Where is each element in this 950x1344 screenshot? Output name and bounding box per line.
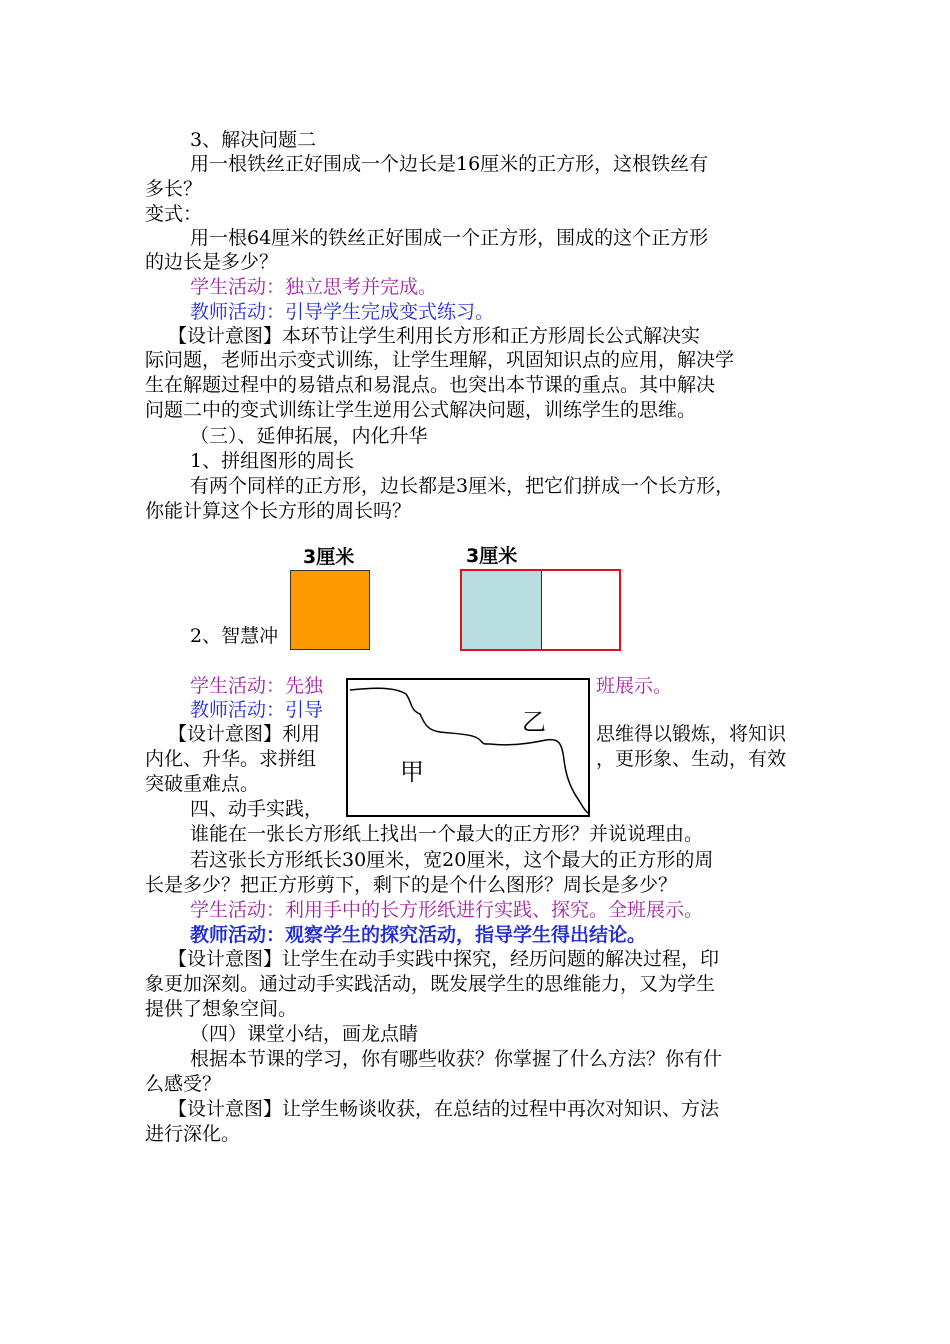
text-line: 2、智慧冲 [190,625,279,647]
text-line: 长是多少？把正方形剪下，剩下的是个什么图形？周长是多少？ [145,874,678,896]
text-line: 有两个同样的正方形，边长都是3厘米，把它们拼成一个长方形， [190,475,735,497]
combined-rectangle [460,569,621,651]
text-line: 四、动手实践， [190,798,324,820]
text-line: 根据本节课的学习，你有哪些收获？你掌握了什么方法？你有什 [190,1048,723,1070]
text-line: 进行深化。 [145,1123,241,1145]
text-line: 【设计意图】让学生畅谈收获，在总结的过程中再次对知识、方法 [168,1098,720,1120]
text-line: 学生活动：利用手中的长方形纸进行实践、探究。全班展示。 [190,899,704,921]
text-line: 的边长是多少？ [145,251,279,273]
text-line: 变式： [145,203,203,225]
region-a-label: 甲 [400,758,424,786]
text-line: 用一根铁丝正好围成一个边长是16厘米的正方形，这根铁丝有 [190,153,709,175]
divided-paper-figure [346,678,590,817]
rectangle-left-square [462,571,542,649]
text-line: （四）课堂小结，画龙点睛 [190,1023,419,1045]
text-line: 学生活动：独立思考并完成。 [190,276,438,298]
text-line: 么感受？ [145,1073,222,1095]
text-line: 生在解题过程中的易错点和易混点。也突出本节课的重点。其中解决 [145,374,716,396]
square-side-label: 3厘米 [303,546,355,568]
text-line: 【设计意图】本环节让学生利用长方形和正方形周长公式解决实 [168,325,701,347]
region-b-label: 乙 [522,708,546,736]
text-line: 教师活动：引导 [190,699,324,721]
text-line: 1、拼组图形的周长 [190,450,355,472]
text-line: 教师活动：观察学生的探究活动，指导学生得出结论。 [190,924,647,946]
text-line: 突破重难点。 [145,773,260,795]
text-line: 谁能在一张长方形纸上找出一个最大的正方形？并说说理由。 [190,823,704,845]
text-line: 问题二中的变式训练让学生逆用公式解决问题，训练学生的思维。 [145,399,697,421]
text-line: 多长？ [145,178,203,200]
text-line: 你能计算这个长方形的周长吗？ [145,500,412,522]
text-line: 若这张长方形纸长30厘米，宽20厘米，这个最大的正方形的周 [190,849,714,871]
text-line: 学生活动：先独 [190,675,324,697]
text-line: 班展示。 [596,675,673,697]
text-line: 际问题，老师出示变式训练，让学生理解，巩固知识点的应用，解决学 [145,349,735,371]
text-line: 象更加深刻。通过动手实践活动，既发展学生的思维能力，又为学生 [145,973,716,995]
text-line: 【设计意图】利用 [168,723,321,745]
text-line: 【设计意图】让学生在动手实践中探究，经历问题的解决过程，印 [168,948,720,970]
orange-square [290,570,370,650]
text-line: 内化、升华。求拼组 [145,748,317,770]
text-line: （三）、延伸拓展，内化升华 [190,425,428,447]
text-line: 用一根64厘米的铁丝正好围成一个正方形，围成的这个正方形 [190,227,709,249]
text-line: 思维得以锻炼，将知识 [596,723,787,745]
text-line: ，更形象、生动，有效 [596,748,787,770]
rectangle-side-label: 3厘米 [466,545,518,567]
dividing-line-drawing [348,680,592,819]
text-line: 提供了想象空间。 [145,998,298,1020]
text-line: 教师活动：引导学生完成变式练习。 [190,301,495,323]
text-line: 3、解决问题二 [190,129,317,151]
